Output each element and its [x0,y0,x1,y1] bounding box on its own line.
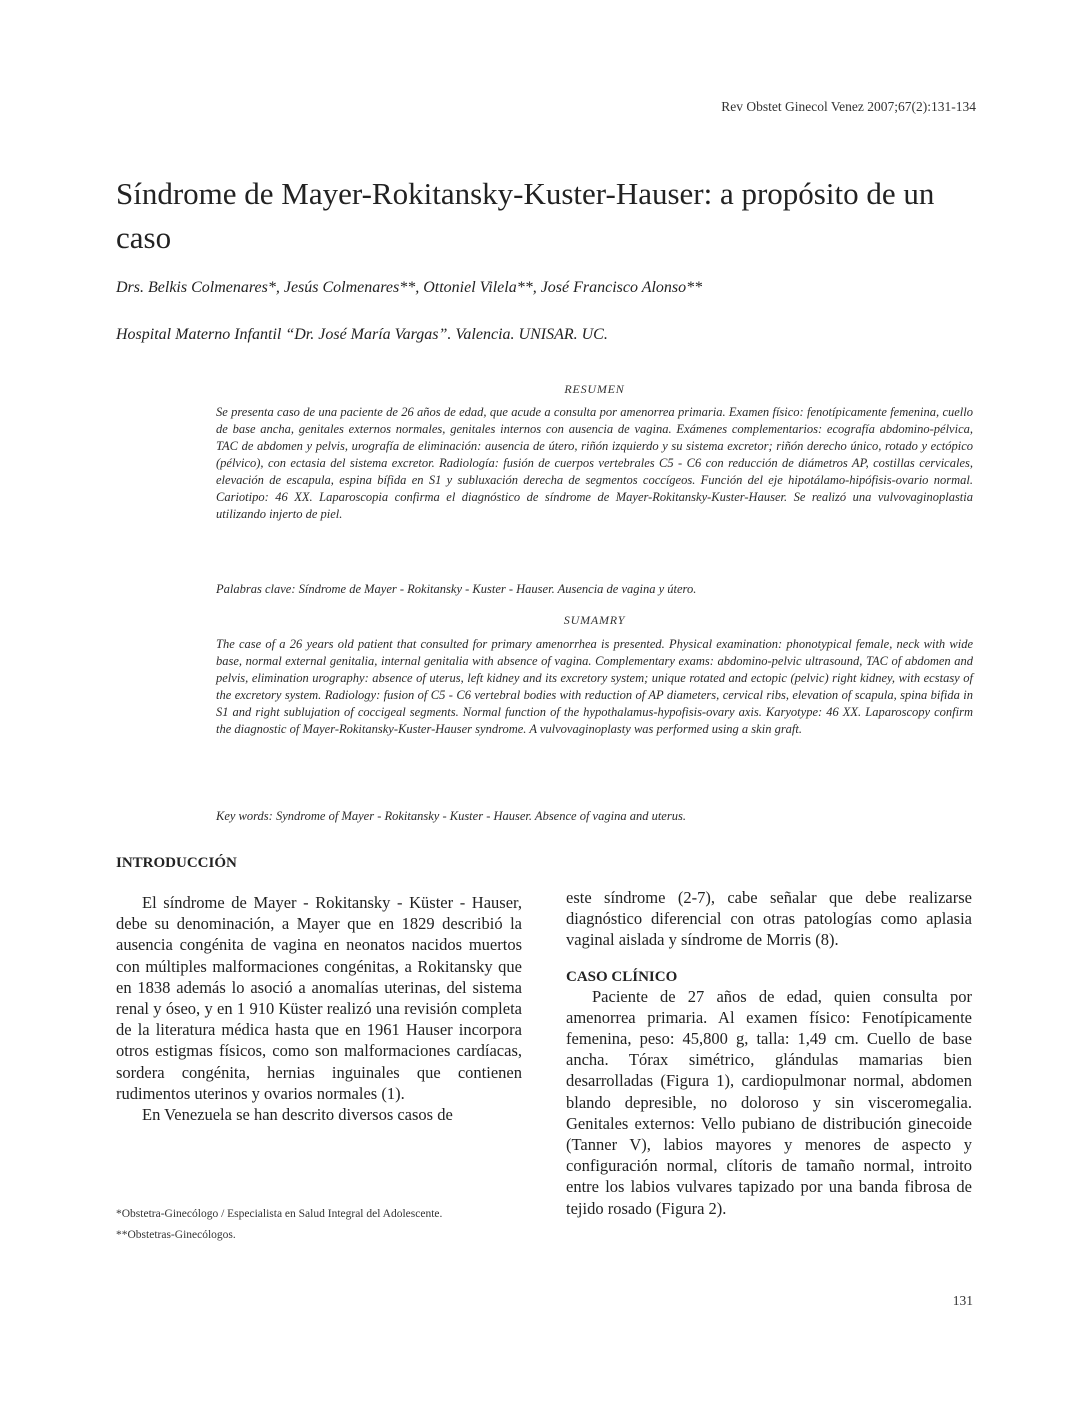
summary-text: The case of a 26 years old patient that consulted for primary amenorrhea is presented. Physical examination: phonotypical female, neck with wide base, normal external genitalia, internal genitalia with absence of vagina. Complementary exams: abdomino-pelvic ultrasound, TAC of abdomen and pelvis, elimination urography: absence of uterus, left kidney and its excretory system; unique rotated and ectopic (pelvic) right kidney, with ecstasy of the excretory system. Radiology: fusion of C5 - C6 vertebral bodies with reduction of AP diameters, cervical ribs, elevation of scapula, spina bifida in S1 and right sublujation of coccigeal segments. Normal function of the hypothalamus-hypofisis-ovary axis. Karyotype: 46 XX. Laparoscopy confirm the diagnostic of Mayer-Rokitansky-Kuster-Hauser syndrome. A vulvovaginoplasty was performed using a skin graft. [216,637,973,736]
footnote-1: *Obstetra-Ginecólogo / Especialista en Salud Integral del Adolescente. [116,1208,443,1220]
article-title: Síndrome de Mayer-Rokitansky-Kuster-Hauser: a propósito de un caso [116,176,935,255]
key-words: Key words: Syndrome of Mayer - Rokitansky - Kuster - Hauser. Absence of vagina and uterus. [216,809,686,823]
footnotes [116,1204,476,1245]
intro-paragraph-1: El síndrome de Mayer - Rokitansky - Küster - Hauser, debe su denominación, a Mayer que en 1829 describió la ausencia congénita de vagina en neonatos nacidos muertos con múltiples malformaciones congénitas, a Rokitansky que en 1838 además lo asoció a anomalías uterinas, del sistema renal y óseo, y en 1 910 Küster realizó una revisión completa de la literatura médica hasta que en 1961 Hauser incorpora otros estigmas físicos, como son malformaciones cardíacas, sordera congénita, hernias inguinales que contienen rudimentos uterinos y ovarios normales (1). [116,893,522,1103]
authors-line: Drs. Belkis Colmenares*, Jesús Colmenares**, Ottoniel Vilela**, José Francisco Alonso** [116,279,703,296]
right-column [566,887,972,1219]
footnote-2: **Obstetras-Ginecólogos. [116,1228,236,1241]
summary-heading: SUMAMRY [563,613,626,627]
caso-paragraph-1: Paciente de 27 años de edad, quien consulta por amenorrea primaria. Al examen físico: Fenotípicamente femenina, peso: 45,800 g, talla: 1,49 cm. Cuello de base ancha. Tórax simétrico, glándulas mamarias bien desarrolladas (Figura 1), cardiopulmonar normal, abdomen blando depresible, no doloroso y sin visceromegalia. Genitales externos: Vello pubiano de distribución ginecoide (Tanner V), labios mayores y menores de aspecto y configuración normal, clítoris de tamaño normal, introito entre los labios vulvares tapizado por una banda fibrosa de tejido rosado (Figura 2). [566,986,972,1218]
resumen-heading: RESUMEN [564,382,625,396]
introduccion-heading: INTRODUCCIÓN [116,855,237,871]
journal-reference: Rev Obstet Ginecol Venez 2007;67(2):131-134 [721,99,976,114]
affiliation-line: Hospital Materno Infantil “Dr. José María Vargas”. Valencia. UNISAR. UC. [116,326,608,343]
intro-paragraph-2-continued: este síndrome (2-7), cabe señalar que debe realizarse diagnóstico diferencial con otras patologías como aplasia vaginal aislada y síndrome de Morris (8). [566,888,972,950]
caso-clinico-heading: CASO CLÍNICO [566,968,678,985]
intro-paragraph-2: En Venezuela se han descrito diversos casos de [142,1105,453,1125]
page-number: 131 [952,1293,973,1308]
palabras-clave: Palabras clave: Síndrome de Mayer - Rokitansky - Kuster - Hauser. Ausencia de vagina y útero. [216,582,697,596]
left-column [116,892,522,1125]
resumen-text: Se presenta caso de una paciente de 26 años de edad, que acude a consulta por amenorrea primaria. Examen físico: fenotípicamente femenina, cuello de base ancha, genitales externos normales, genitales internos con ausencia de vagina. Exámenes complementarios: ecografía abdomino-pélvica, TAC de abdomen y pelvis, urografía de eliminación: ausencia de útero, riñón izquierdo y su sistema excretor; riñón derecho único, rotado y ectópico (pélvico), con ectasia del sistema excretor. Radiología: fusión de cuerpos vertebrales C5 - C6 con reducción de diámetros AP, costillas cervicales, elevación de escapula, espina bífida en S1 y subluxación derecha de segmentos coccígeos. Función del eje hipotálamo-hipófisis-ovario normal. Cariotipo: 46 XX. Laparoscopia confirma el diagnóstico de síndrome de Mayer-Rokitansky-Kuster-Hauser. Se realizó una vulvovaginoplastia utilizando injerto de piel. [216,405,973,521]
